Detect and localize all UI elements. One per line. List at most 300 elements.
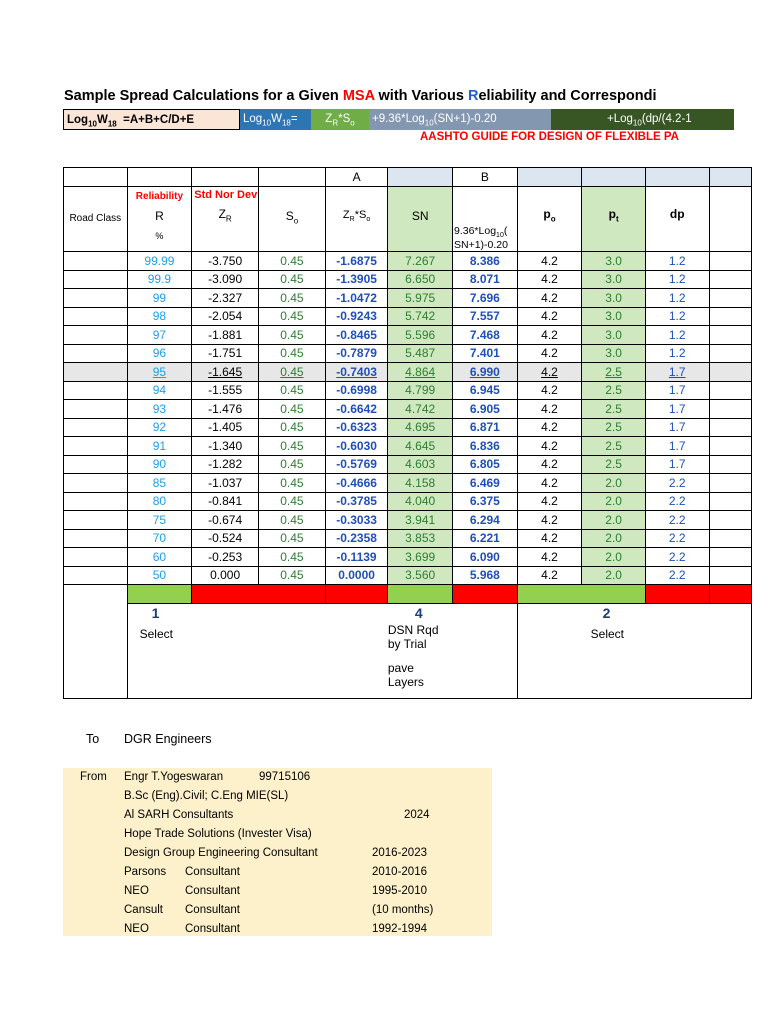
- cell-sn[interactable]: 4.645: [388, 437, 453, 456]
- table-row: [64, 252, 752, 271]
- row-extra-cell[interactable]: [709, 326, 752, 345]
- cell-so[interactable]: 0.45: [259, 289, 326, 308]
- p0-p: p: [543, 207, 551, 221]
- cell-f[interactable]: 6.090: [453, 548, 518, 567]
- data-rows: [64, 252, 752, 585]
- cell-pt[interactable]: 3.0: [582, 307, 646, 326]
- footer-select2-block: [517, 604, 751, 699]
- table-row: [64, 307, 752, 326]
- cell-sn[interactable]: 3.853: [388, 529, 453, 548]
- cell-f[interactable]: 7.557: [453, 307, 518, 326]
- row-road-class-cell[interactable]: [64, 566, 128, 585]
- cell-zr[interactable]: -1.282: [192, 455, 259, 474]
- cell-pt[interactable]: 2.0: [582, 474, 646, 493]
- row-road-class-cell[interactable]: [64, 289, 128, 308]
- f5-a: +Log: [607, 113, 633, 125]
- title-part1: Sample Spread Calculations for a Given: [64, 88, 343, 104]
- row-extra-cell[interactable]: [709, 252, 752, 271]
- contact-year: (10 months): [372, 904, 434, 916]
- cell-so[interactable]: 0.45: [259, 566, 326, 585]
- cell-so[interactable]: 0.45: [259, 252, 326, 271]
- cell-r[interactable]: 94: [127, 381, 192, 400]
- cell-zrso[interactable]: -0.7879: [325, 344, 388, 363]
- row-road-class-cell[interactable]: [64, 511, 128, 530]
- cell-pt[interactable]: 2.0: [582, 566, 646, 585]
- formula-cell-equation[interactable]: [63, 109, 240, 130]
- row-road-class-cell[interactable]: [64, 326, 128, 345]
- cell-pt[interactable]: 2.0: [582, 548, 646, 567]
- cell-r[interactable]: 99: [127, 289, 192, 308]
- cell-p0[interactable]: 4.2: [517, 344, 582, 363]
- cell-pt[interactable]: 3.0: [582, 344, 646, 363]
- f2-b: W: [271, 113, 282, 125]
- row-extra-cell[interactable]: [709, 418, 752, 437]
- cell-p0[interactable]: 4.2: [517, 381, 582, 400]
- row-road-class-cell[interactable]: [64, 455, 128, 474]
- cell-zrso[interactable]: 0.0000: [325, 566, 388, 585]
- contact-org: NEO: [124, 885, 149, 897]
- cell-pt[interactable]: 2.0: [582, 511, 646, 530]
- row-road-class-cell[interactable]: [64, 400, 128, 419]
- cell-dp[interactable]: 1.7: [645, 455, 709, 474]
- cell-pt[interactable]: 2.5: [582, 381, 646, 400]
- cell-so[interactable]: 0.45: [259, 437, 326, 456]
- cell-pt[interactable]: 2.5: [582, 400, 646, 419]
- cell-zr[interactable]: -1.037: [192, 474, 259, 493]
- row-road-class-cell[interactable]: [64, 270, 128, 289]
- cell-r[interactable]: 98: [127, 307, 192, 326]
- cell-p0[interactable]: 4.2: [517, 289, 582, 308]
- cell-r[interactable]: 93: [127, 400, 192, 419]
- f4-b: (SN+1)-0.20: [433, 113, 497, 125]
- cell-so[interactable]: 0.45: [259, 548, 326, 567]
- cell-zr[interactable]: -1.645: [192, 363, 259, 382]
- cell-f[interactable]: 5.968: [453, 566, 518, 585]
- title-part2: with Various: [374, 88, 468, 104]
- table-row: [64, 529, 752, 548]
- cell-p0[interactable]: 4.2: [517, 437, 582, 456]
- cell-zr[interactable]: -2.054: [192, 307, 259, 326]
- cell-r[interactable]: 85: [127, 474, 192, 493]
- formula-cell-dp[interactable]: [551, 109, 734, 130]
- contact-name: Engr T.Yogeswaran: [124, 771, 224, 783]
- cell-dp[interactable]: 2.2: [645, 511, 709, 530]
- footer-green-r[interactable]: [127, 585, 192, 604]
- cell-dp[interactable]: 1.7: [645, 381, 709, 400]
- zrso-z: Z: [342, 209, 350, 221]
- cell-p0[interactable]: 4.2: [517, 455, 582, 474]
- cell-so[interactable]: 0.45: [259, 400, 326, 419]
- col-letter-9: [582, 168, 646, 187]
- cell-sn[interactable]: 4.742: [388, 400, 453, 419]
- row-extra-cell[interactable]: [709, 381, 752, 400]
- footer-dsn-line1: DSN Rqd: [387, 623, 439, 637]
- footer-red-2[interactable]: [325, 585, 388, 604]
- cell-so[interactable]: 0.45: [259, 511, 326, 530]
- row-extra-cell[interactable]: [709, 548, 752, 567]
- footer-select-1: Select: [139, 627, 173, 641]
- row-extra-cell[interactable]: [709, 492, 752, 511]
- row-extra-cell[interactable]: [709, 307, 752, 326]
- dp-label: dp: [669, 207, 685, 221]
- header-road-class: [64, 187, 128, 252]
- zrso-sub2: o: [366, 216, 371, 224]
- cell-p0[interactable]: 4.2: [517, 400, 582, 419]
- cell-so[interactable]: 0.45: [259, 344, 326, 363]
- header-so: [259, 187, 326, 252]
- cell-p0[interactable]: 4.2: [517, 492, 582, 511]
- table-row: [64, 344, 752, 363]
- cell-sn[interactable]: 7.267: [388, 252, 453, 271]
- spread-table: [63, 167, 752, 699]
- cell-r[interactable]: 92: [127, 418, 192, 437]
- contact-phone: 99715106: [259, 771, 311, 783]
- cell-p0[interactable]: 4.2: [517, 326, 582, 345]
- contact-org: NEO: [124, 923, 149, 935]
- cell-sn[interactable]: 4.040: [388, 492, 453, 511]
- row-extra-cell[interactable]: [709, 270, 752, 289]
- cell-dp[interactable]: 1.2: [645, 344, 709, 363]
- cell-p0[interactable]: 4.2: [517, 511, 582, 530]
- f5-sub: 10: [632, 118, 642, 128]
- f3-sub2: o: [350, 118, 355, 128]
- f2-c: =: [290, 113, 298, 125]
- table-row: [64, 289, 752, 308]
- f2-sub: 10: [262, 118, 272, 128]
- cell-pt[interactable]: 2.5: [582, 418, 646, 437]
- cell-pt[interactable]: 2.5: [582, 455, 646, 474]
- cell-r[interactable]: 90: [127, 455, 192, 474]
- cell-r[interactable]: 80: [127, 492, 192, 511]
- cell-so[interactable]: 0.45: [259, 418, 326, 437]
- cell-p0[interactable]: 4.2: [517, 566, 582, 585]
- cell-zrso[interactable]: -1.3905: [325, 270, 388, 289]
- header-dp: [645, 187, 709, 252]
- row-extra-cell[interactable]: [709, 511, 752, 530]
- footer-pave-line2: Layers: [387, 675, 424, 689]
- pt-sub: t: [615, 214, 619, 224]
- cell-zrso[interactable]: -0.4666: [325, 474, 388, 493]
- cell-f[interactable]: 6.469: [453, 474, 518, 493]
- contact-year: 2024: [404, 809, 430, 821]
- footer-green-p0[interactable]: [517, 585, 645, 604]
- std-nor-dev-label: Std Nor Dev: [194, 189, 258, 201]
- cell-so[interactable]: 0.45: [259, 529, 326, 548]
- header-zrso: [325, 187, 388, 252]
- table-row: [64, 400, 752, 419]
- cell-sn[interactable]: 4.864: [388, 363, 453, 382]
- cell-zrso[interactable]: -0.6323: [325, 418, 388, 437]
- table-row: [64, 566, 752, 585]
- footer-green-sn[interactable]: [388, 585, 453, 604]
- row-extra-cell[interactable]: [709, 344, 752, 363]
- cell-sn[interactable]: 5.487: [388, 344, 453, 363]
- cell-pt[interactable]: 3.0: [582, 326, 646, 345]
- header-extra: [709, 187, 752, 252]
- footer-red-1[interactable]: [192, 585, 326, 604]
- cell-zrso[interactable]: -0.8465: [325, 326, 388, 345]
- cell-sn[interactable]: 4.799: [388, 381, 453, 400]
- row-road-class-cell[interactable]: [64, 363, 128, 382]
- contact-year: 2016-2023: [372, 847, 427, 859]
- cell-zr[interactable]: -1.751: [192, 344, 259, 363]
- cell-so[interactable]: 0.45: [259, 455, 326, 474]
- cell-so[interactable]: 0.45: [259, 326, 326, 345]
- cell-p0[interactable]: 4.2: [517, 307, 582, 326]
- title-msa: MSA: [342, 88, 375, 104]
- cell-dp[interactable]: 1.2: [645, 289, 709, 308]
- cell-dp[interactable]: 1.7: [645, 400, 709, 419]
- cell-zr[interactable]: -0.524: [192, 529, 259, 548]
- cell-zr[interactable]: 0.000: [192, 566, 259, 585]
- footer-dsn-line2: by Trial: [387, 637, 427, 651]
- row-road-class-cell[interactable]: [64, 474, 128, 493]
- contact-org: Parsons: [124, 866, 167, 878]
- cell-zr[interactable]: -1.405: [192, 418, 259, 437]
- cell-sn[interactable]: 4.158: [388, 474, 453, 493]
- cell-f[interactable]: 8.386: [453, 252, 518, 271]
- footer-num-4: 4: [414, 605, 423, 621]
- zr-z: Z: [218, 207, 226, 221]
- cell-p0[interactable]: 4.2: [517, 270, 582, 289]
- f-sub: 10: [496, 232, 504, 239]
- from-label: From: [80, 771, 107, 783]
- cell-sn[interactable]: 4.603: [388, 455, 453, 474]
- road-class-label: Road Class: [69, 213, 122, 224]
- cell-dp[interactable]: 1.2: [645, 252, 709, 271]
- row-road-class-cell[interactable]: [64, 381, 128, 400]
- cell-sn[interactable]: 3.699: [388, 548, 453, 567]
- cell-zr[interactable]: -3.750: [192, 252, 259, 271]
- cell-r[interactable]: 99.99: [127, 252, 192, 271]
- cell-f[interactable]: 7.468: [453, 326, 518, 345]
- cell-f[interactable]: 7.401: [453, 344, 518, 363]
- cell-zrso[interactable]: -0.7403: [325, 363, 388, 382]
- pt-p: p: [608, 207, 616, 221]
- cell-zrso[interactable]: -0.6030: [325, 437, 388, 456]
- cell-zr[interactable]: -1.881: [192, 326, 259, 345]
- cell-zrso[interactable]: -0.6998: [325, 381, 388, 400]
- footer-red-3[interactable]: [453, 585, 518, 604]
- cell-f[interactable]: 6.990: [453, 363, 518, 382]
- cell-so[interactable]: 0.45: [259, 492, 326, 511]
- row-road-class-cell[interactable]: [64, 307, 128, 326]
- row-extra-cell[interactable]: [709, 437, 752, 456]
- row-extra-cell[interactable]: [709, 529, 752, 548]
- cell-r[interactable]: 70: [127, 529, 192, 548]
- header-pt: [582, 187, 646, 252]
- cell-p0[interactable]: 4.2: [517, 418, 582, 437]
- cell-zrso[interactable]: -1.0472: [325, 289, 388, 308]
- cell-f[interactable]: 6.294: [453, 511, 518, 530]
- cell-sn[interactable]: 5.596: [388, 326, 453, 345]
- cell-so[interactable]: 0.45: [259, 474, 326, 493]
- header-sn: [388, 187, 453, 252]
- cell-f[interactable]: 6.905: [453, 400, 518, 419]
- cell-r[interactable]: 99.9: [127, 270, 192, 289]
- percent-label: %: [155, 231, 164, 241]
- formula-cell-sn[interactable]: [369, 109, 551, 130]
- table-row: [64, 363, 752, 382]
- cell-pt[interactable]: 3.0: [582, 270, 646, 289]
- row-road-class-cell[interactable]: [64, 437, 128, 456]
- cell-r[interactable]: 50: [127, 566, 192, 585]
- cell-zrso[interactable]: -0.3033: [325, 511, 388, 530]
- contact-quals: B.Sc (Eng).Civil; C.Eng MIE(SL): [124, 790, 289, 802]
- cell-zr[interactable]: -0.674: [192, 511, 259, 530]
- cell-sn[interactable]: 3.941: [388, 511, 453, 530]
- cell-r[interactable]: 60: [127, 548, 192, 567]
- cell-pt[interactable]: 3.0: [582, 289, 646, 308]
- cell-f[interactable]: 7.696: [453, 289, 518, 308]
- cell-r[interactable]: 97: [127, 326, 192, 345]
- row-extra-cell[interactable]: [709, 363, 752, 382]
- so-sub: o: [293, 216, 299, 226]
- cell-dp[interactable]: 1.2: [645, 307, 709, 326]
- cell-zr[interactable]: -1.476: [192, 400, 259, 419]
- cell-sn[interactable]: 4.695: [388, 418, 453, 437]
- formula-cell-zrso[interactable]: [311, 109, 369, 130]
- to-label: To: [86, 732, 100, 746]
- cell-so[interactable]: 0.45: [259, 307, 326, 326]
- cell-zr[interactable]: -3.090: [192, 270, 259, 289]
- cell-dp[interactable]: 1.7: [645, 418, 709, 437]
- cell-sn[interactable]: 6.650: [388, 270, 453, 289]
- table-row: [64, 474, 752, 493]
- cell-p0[interactable]: 4.2: [517, 363, 582, 382]
- row-extra-cell[interactable]: [709, 455, 752, 474]
- cell-f[interactable]: 6.375: [453, 492, 518, 511]
- footer-red-5[interactable]: [709, 585, 752, 604]
- cell-pt[interactable]: 2.0: [582, 529, 646, 548]
- formula-cell-log[interactable]: [240, 109, 311, 130]
- cell-dp[interactable]: 2.2: [645, 529, 709, 548]
- row-road-class-cell[interactable]: [64, 492, 128, 511]
- table-row: [64, 437, 752, 456]
- zrso-b: *S: [354, 209, 367, 221]
- contact-org: Cansult: [124, 904, 163, 916]
- so-s: S: [285, 209, 294, 223]
- footer-blank-2: [64, 604, 128, 699]
- cell-zrso[interactable]: -0.9243: [325, 307, 388, 326]
- row-road-class-cell[interactable]: [64, 418, 128, 437]
- cell-f[interactable]: 8.071: [453, 270, 518, 289]
- table-row: [64, 548, 752, 567]
- cell-zr[interactable]: -1.555: [192, 381, 259, 400]
- cell-p0[interactable]: 4.2: [517, 529, 582, 548]
- cell-p0[interactable]: 4.2: [517, 474, 582, 493]
- row-extra-cell[interactable]: [709, 289, 752, 308]
- f-line1b: (: [503, 224, 508, 237]
- col-letter-11: [709, 168, 752, 187]
- cell-pt[interactable]: 2.0: [582, 492, 646, 511]
- cell-dp[interactable]: 1.7: [645, 363, 709, 382]
- cell-so[interactable]: 0.45: [259, 363, 326, 382]
- cell-r[interactable]: 91: [127, 437, 192, 456]
- cell-sn[interactable]: 3.560: [388, 566, 453, 585]
- zr-label: [192, 207, 258, 223]
- row-extra-cell[interactable]: [709, 474, 752, 493]
- cell-zr[interactable]: -0.841: [192, 492, 259, 511]
- cell-zrso[interactable]: -0.3785: [325, 492, 388, 511]
- cell-p0[interactable]: 4.2: [517, 548, 582, 567]
- footer-red-4[interactable]: [645, 585, 709, 604]
- cell-zrso[interactable]: -0.6642: [325, 400, 388, 419]
- cell-so[interactable]: 0.45: [259, 381, 326, 400]
- cell-r[interactable]: 96: [127, 344, 192, 363]
- cell-dp[interactable]: 2.2: [645, 548, 709, 567]
- cell-so[interactable]: 0.45: [259, 270, 326, 289]
- header-p0: [517, 187, 582, 252]
- cell-dp[interactable]: 1.2: [645, 326, 709, 345]
- row-extra-cell[interactable]: [709, 400, 752, 419]
- cell-zrso[interactable]: -0.1139: [325, 548, 388, 567]
- col-letter-a: A: [325, 168, 388, 187]
- cell-f[interactable]: 6.945: [453, 381, 518, 400]
- cell-f[interactable]: 6.871: [453, 418, 518, 437]
- header-zr: [192, 187, 259, 252]
- cell-pt[interactable]: 3.0: [582, 252, 646, 271]
- f3-sub: R: [332, 118, 339, 128]
- row-road-class-cell[interactable]: [64, 548, 128, 567]
- p0-sub: o: [550, 214, 556, 224]
- col-letter-2: [127, 168, 192, 187]
- contact-role: Consultant: [185, 866, 240, 878]
- row-road-class-cell[interactable]: [64, 344, 128, 363]
- cell-sn[interactable]: 5.742: [388, 307, 453, 326]
- table-row: [64, 270, 752, 289]
- col-letter-8: [517, 168, 582, 187]
- cell-f[interactable]: 6.805: [453, 455, 518, 474]
- cell-pt[interactable]: 2.5: [582, 437, 646, 456]
- row-road-class-cell[interactable]: [64, 529, 128, 548]
- contact-org: Al SARH Consultants: [124, 809, 234, 821]
- footer-blank: [64, 585, 128, 604]
- cell-zrso[interactable]: -0.5769: [325, 455, 388, 474]
- cell-r[interactable]: 95: [127, 363, 192, 382]
- row-road-class-cell[interactable]: [64, 252, 128, 271]
- f3-a: Z: [325, 113, 333, 125]
- cell-f[interactable]: 6.836: [453, 437, 518, 456]
- cell-zr[interactable]: -1.340: [192, 437, 259, 456]
- col-letter-1: [64, 168, 128, 187]
- spread-table-viewport: [63, 167, 686, 693]
- cell-zrso[interactable]: -1.6875: [325, 252, 388, 271]
- cell-zrso[interactable]: -0.2358: [325, 529, 388, 548]
- table-row: [64, 381, 752, 400]
- header-formula: [453, 187, 518, 252]
- f4-sub: 10: [424, 118, 434, 128]
- contact-role: Consultant: [185, 904, 240, 916]
- cell-dp[interactable]: 2.2: [645, 474, 709, 493]
- contact-org: Hope Trade Solutions (Invester Visa): [124, 828, 312, 840]
- f4-a: +9.36*Log: [372, 113, 425, 125]
- cell-zr[interactable]: -0.253: [192, 548, 259, 567]
- cell-r[interactable]: 75: [127, 511, 192, 530]
- cell-p0[interactable]: 4.2: [517, 252, 582, 271]
- cell-zr[interactable]: -2.327: [192, 289, 259, 308]
- cell-pt[interactable]: 2.5: [582, 363, 646, 382]
- sn-label: SN: [411, 209, 429, 223]
- f1-sub: 10: [88, 119, 97, 129]
- cell-f[interactable]: 6.221: [453, 529, 518, 548]
- cell-dp[interactable]: 1.7: [645, 437, 709, 456]
- cell-dp[interactable]: 2.2: [645, 566, 709, 585]
- cell-dp[interactable]: 1.2: [645, 270, 709, 289]
- row-extra-cell[interactable]: [709, 566, 752, 585]
- cell-dp[interactable]: 2.2: [645, 492, 709, 511]
- cell-sn[interactable]: 5.975: [388, 289, 453, 308]
